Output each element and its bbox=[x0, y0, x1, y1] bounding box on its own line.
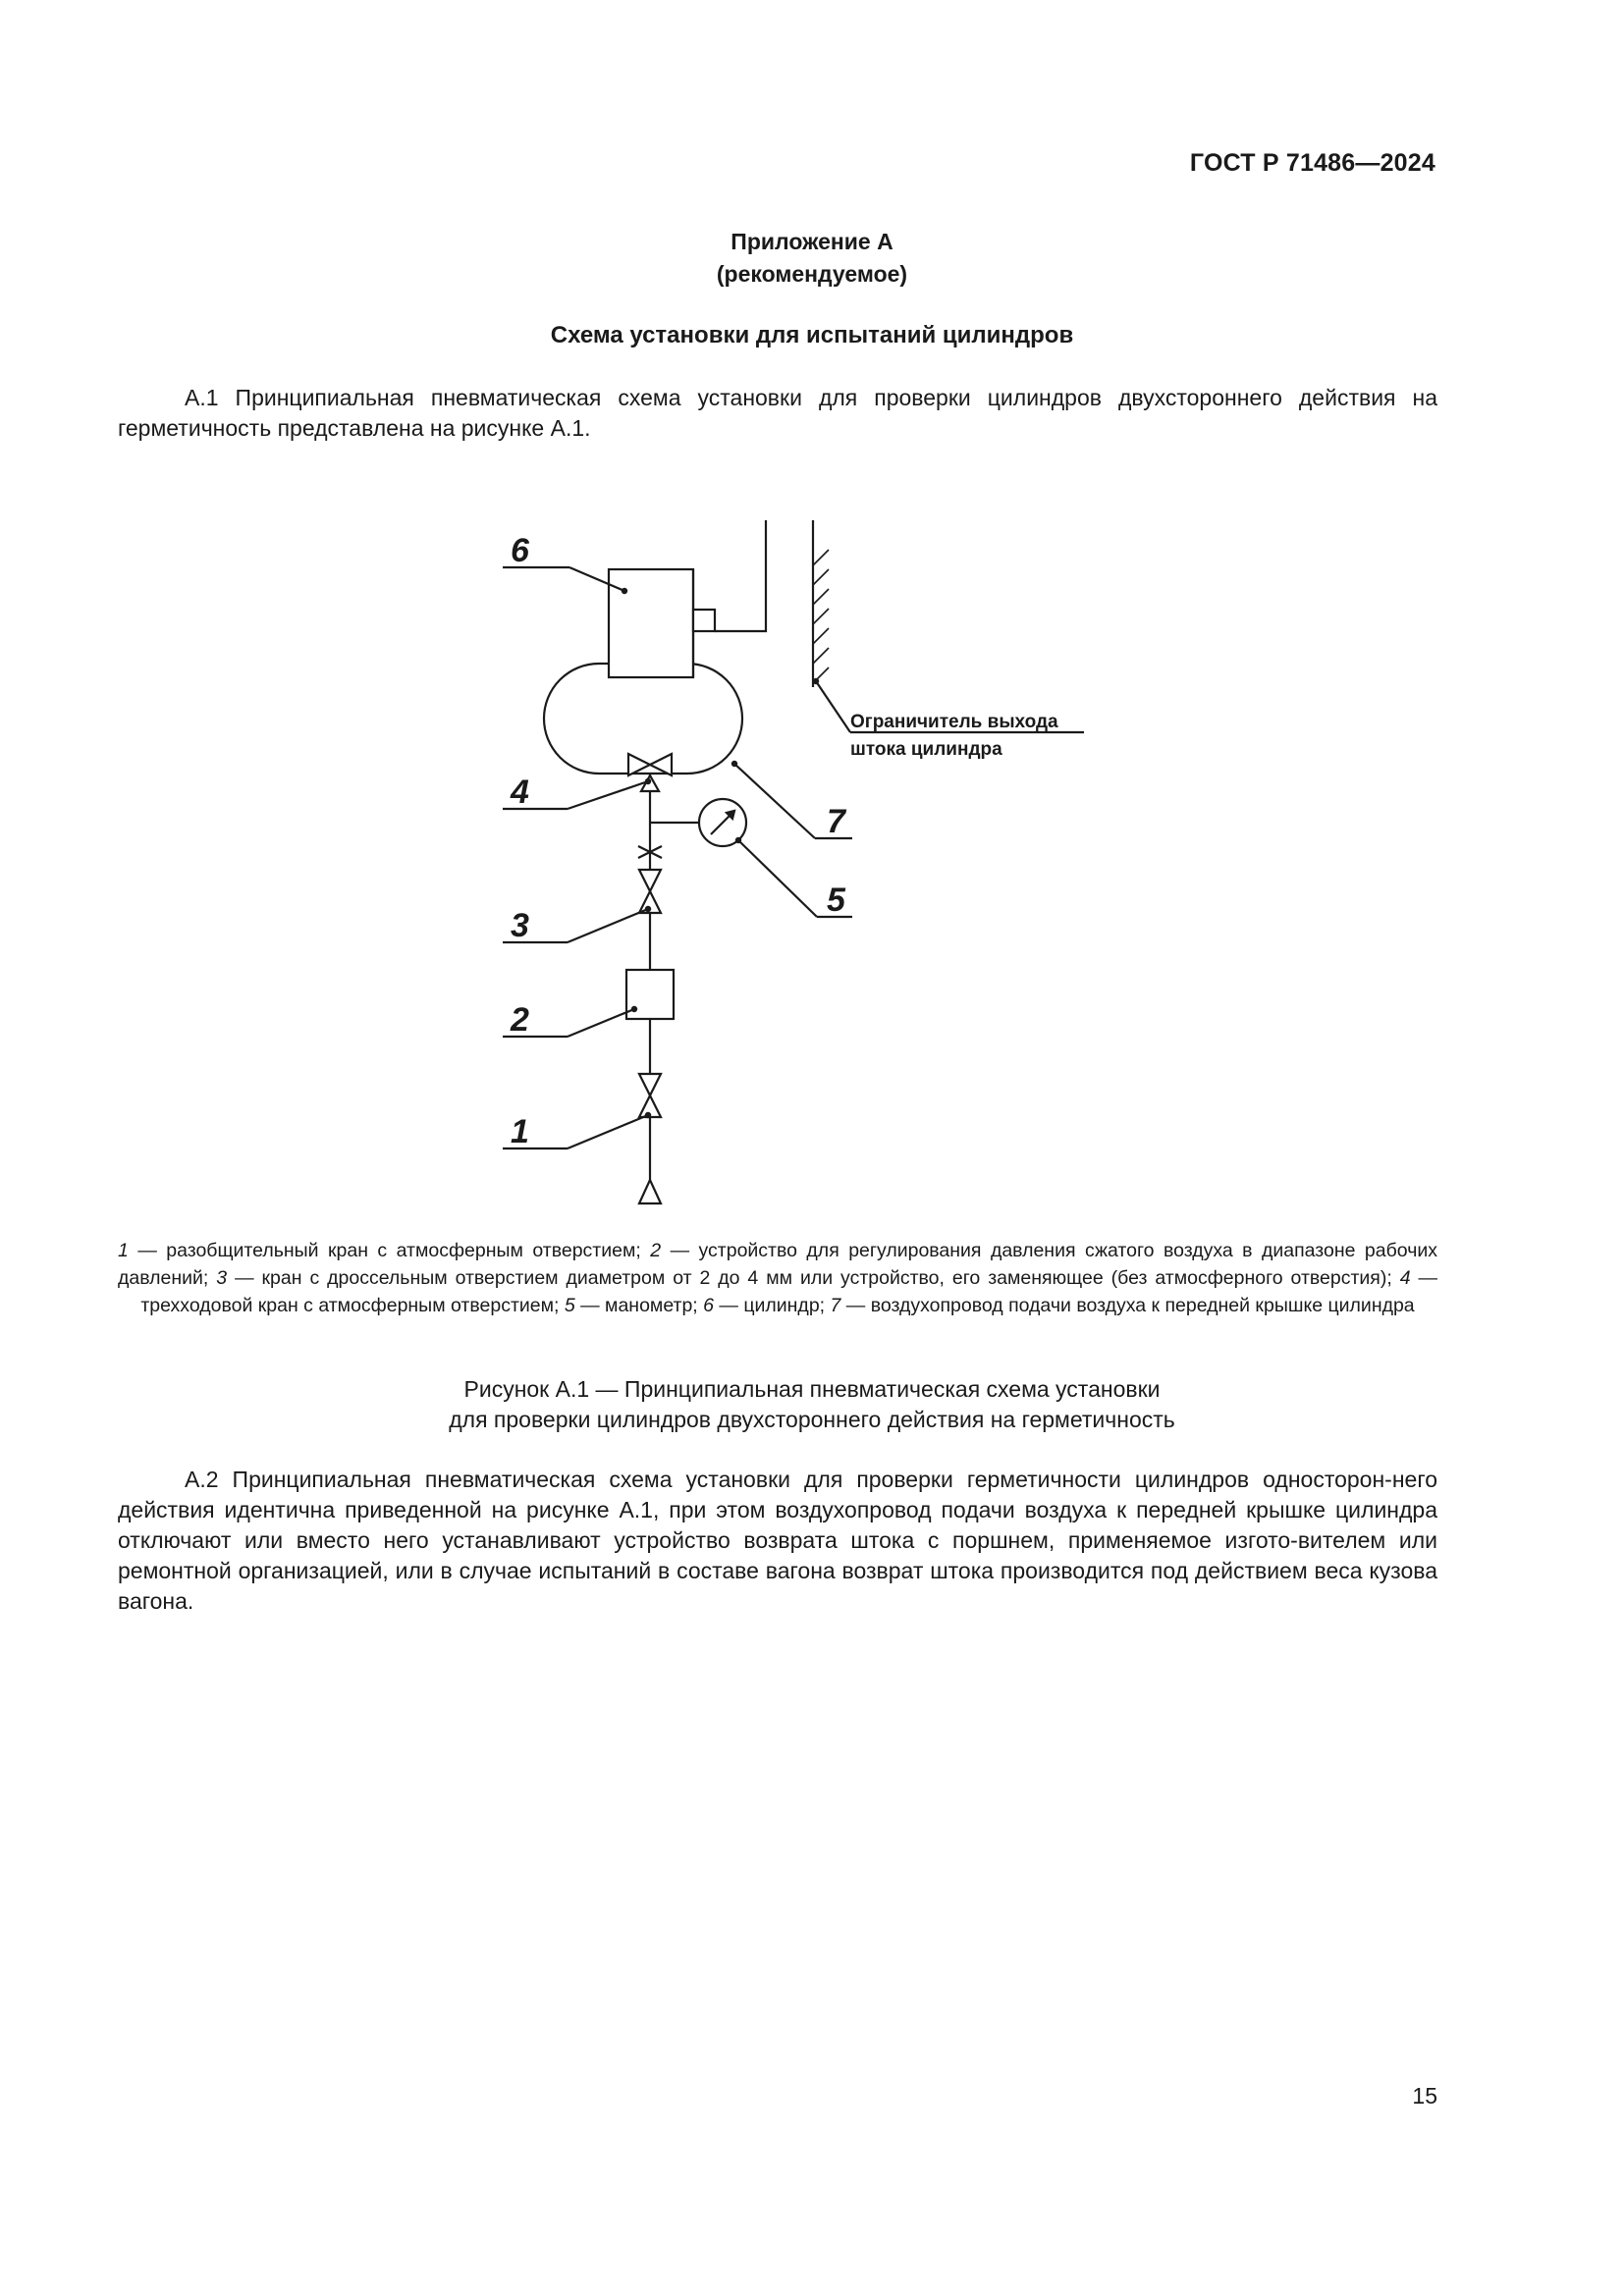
annex-title: Приложение А bbox=[731, 229, 893, 254]
legend-num-2: 2 bbox=[650, 1240, 662, 1261]
limiter-note-line2: штока цилиндра bbox=[850, 739, 1002, 760]
limiter-hatching bbox=[813, 550, 829, 683]
label-3: 3 bbox=[511, 907, 529, 944]
air-supply-symbol bbox=[639, 1180, 661, 1203]
label-4: 4 bbox=[511, 774, 529, 811]
paragraph-a2: А.2 Принципиальная пневматическая схема установки для проверки герметичности цилиндров односторон-него действия идентична приведенной на рисунке А.1, при этом воздухопровод подачи воздуха к передней крышке цилиндра отключают или вместо него устанавливают устройство возврата штока с поршнем, применяемое изгото-вителем или ремонтной организацией, или в случае испытаний в составе вагона возврат штока производится под действием веса кузова вагона. bbox=[118, 1467, 1437, 1614]
caption-line-2: для проверки цилиндров двухстороннего действия на герметичность bbox=[449, 1407, 1175, 1432]
standard-id: ГОСТ Р 71486—2024 bbox=[1189, 149, 1435, 177]
legend-num-1: 1 bbox=[118, 1240, 129, 1261]
label-2: 2 bbox=[511, 1001, 529, 1039]
label-6: 6 bbox=[511, 532, 529, 569]
page-number: 15 bbox=[1412, 2083, 1437, 2109]
legend-text-5: — манометр; bbox=[574, 1295, 704, 1316]
legend-text-6: — цилиндр; bbox=[714, 1295, 831, 1316]
legend-text-4: — трехходовой кран с атмосферным отверстием; bbox=[140, 1267, 1438, 1316]
label-5: 5 bbox=[827, 881, 845, 919]
limiter-note-line1: Ограничитель выхода bbox=[850, 712, 1058, 732]
legend-text-3: — кран с дроссельным отверстием диаметром от 2 до 4 мм или устройство, его заменяющее (без атмосферного отверстия); bbox=[227, 1267, 1400, 1289]
receiver-tank bbox=[544, 664, 742, 774]
paragraph-a1: А.1 Принципиальная пневматическая схема установки для проверки цилиндров двухстороннего действия на герметичность представлена на рисунке А.1. bbox=[118, 385, 1437, 441]
cylinder-rod-port bbox=[693, 610, 715, 631]
cylinder-body bbox=[609, 569, 693, 677]
throttle-valve bbox=[639, 870, 661, 913]
legend-num-3: 3 bbox=[216, 1267, 228, 1289]
figure-caption bbox=[0, 1374, 1624, 1435]
legend-text-1: — разобщительный кран с атмосферным отверстием; bbox=[128, 1240, 651, 1261]
legend-num-6: 6 bbox=[703, 1295, 714, 1316]
annex-status: (рекомендуемое) bbox=[716, 261, 908, 287]
isolating-valve bbox=[639, 1074, 661, 1117]
cylinder-rod-pipe bbox=[715, 520, 766, 631]
label-7: 7 bbox=[827, 803, 845, 840]
legend-num-7: 7 bbox=[830, 1295, 841, 1316]
legend-num-5: 5 bbox=[564, 1295, 575, 1316]
label-1: 1 bbox=[511, 1113, 529, 1150]
legend-text-7: — воздухопровод подачи воздуха к передней крышке цилиндра bbox=[840, 1295, 1415, 1316]
legend-num-4: 4 bbox=[1399, 1267, 1411, 1289]
legend-text-2: — устройство для регулирования давления сжатого воздуха в диапазоне рабочих давлений; bbox=[118, 1240, 1438, 1289]
limiter-leader bbox=[816, 681, 850, 732]
section-title: Схема установки для испытаний цилиндров bbox=[550, 322, 1074, 348]
caption-line-1: Рисунок А.1 — Принципиальная пневматическая схема установки bbox=[463, 1376, 1161, 1402]
figure-legend bbox=[118, 1237, 1437, 1319]
